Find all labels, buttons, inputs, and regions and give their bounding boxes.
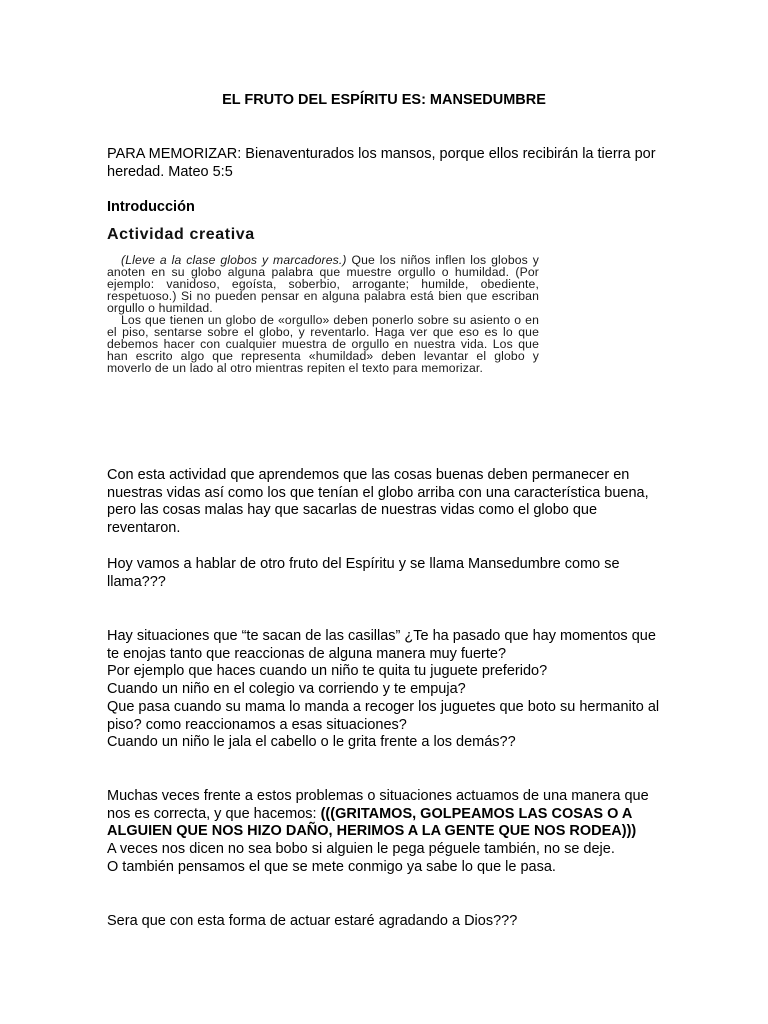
paragraph-closing-question: Sera que con esta forma de actuar estaré agradando a Dios??? <box>107 913 518 929</box>
memory-verse: PARA MEMORIZAR: Bienaventurados los mansos, porque ellos recibirán la tierra por heredad. Mateo 5:5 <box>107 146 656 180</box>
activity-paragraph-1-text: Que los niños inflen los globos y anoten en su globo alguna palabra que muestre orgullo o humildad. (Por ejemplo: vanidoso, egoísta, soberbio, arrogante; humilde, obediente, respetuoso.) Si no pueden pensar en alguna palabra está bien que escriban orgullo o humildad. <box>107 253 539 315</box>
activity-title: Actividad creativa <box>107 226 255 243</box>
situation-line: Por ejemplo que haces cuando un niño te quita tu juguete preferido? <box>107 663 548 680</box>
activity-paragraph-2: Los que tienen un globo de «orgullo» deben ponerlo sobre su asiento o en el piso, sentarse sobre el globo, y reventarlo. Haga ver que eso es lo que debemos hacer con cualquier muestra de orgullo en nuestra vida. Los que han escrito algo que representa «humildad» deben levantar el globo y moverlo de un lado al otro mientras repiten el texto para memorizar. <box>107 313 539 375</box>
activity-text <box>107 254 539 374</box>
activity-instruction: (Lleve a la clase globos y marcadores.) <box>121 253 347 267</box>
situation-line: Hay situaciones que “te sacan de las casillas” ¿Te ha pasado que hay momentos que te enojas tanto que reaccionas de alguna manera muy fuerte? <box>107 628 656 662</box>
reactions-text: Muchas veces frente a estos problemas o situaciones actuamos de una manera que nos es correcta, y que hacemos: <box>107 788 649 822</box>
page-title: EL FRUTO DEL ESPÍRITU ES: MANSEDUMBRE <box>222 92 546 108</box>
reactions-line: O también pensamos el que se mete conmigo ya sabe lo que le pasa. <box>107 858 556 875</box>
situation-line: Cuando un niño le jala el cabello o le grita frente a los demás?? <box>107 734 516 751</box>
reactions-line <box>107 788 667 841</box>
scanned-activity-image <box>107 226 539 374</box>
paragraph-situations <box>107 628 667 752</box>
paragraph-mansedumbre-intro: Hoy vamos a hablar de otro fruto del Espíritu y se llama Mansedumbre como se llama??? <box>107 556 620 590</box>
situation-line: Que pasa cuando su mama lo manda a recoger los juguetes que boto su hermanito al piso? como reaccionamos a esas situaciones? <box>107 698 660 733</box>
situation-line: Cuando un niño en el colegio va corriendo y te empuja? <box>107 681 466 698</box>
reactions-bold-text: (((GRITAMOS, GOLPEAMOS LAS COSAS O A ALGUIEN QUE NOS HIZO DAÑO, HERIMOS A LA GENTE QUE NOS RODEA))) <box>107 805 637 840</box>
paragraph-reactions <box>107 788 667 877</box>
paragraph-activity-meaning: Con esta actividad que aprendemos que las cosas buenas deben permanecer en nuestras vidas así como los que tenían el globo arriba con una característica buena, pero las cosas malas hay que sacarlas de nuestras vidas como el globo que reventaron. <box>107 467 649 537</box>
intro-heading: Introducción <box>107 199 195 215</box>
activity-paragraph-1 <box>107 254 539 314</box>
reactions-line: A veces nos dicen no sea bobo si alguien le pega péguele también, no se deje. <box>107 841 615 858</box>
